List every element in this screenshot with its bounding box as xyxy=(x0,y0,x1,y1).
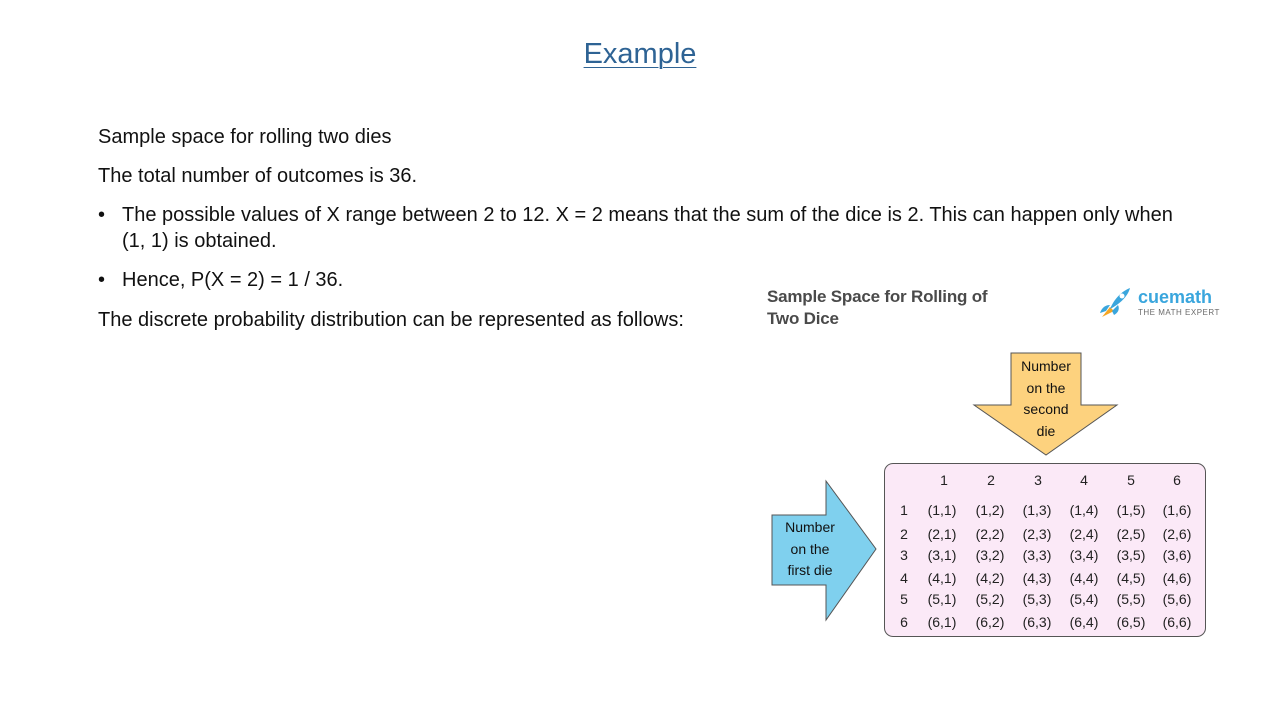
second-die-label xyxy=(1004,356,1088,442)
bullet-dot: • xyxy=(98,269,106,291)
grid-cell: (4,2) xyxy=(975,570,1005,586)
grid-cell: (6,2) xyxy=(975,614,1005,630)
grid-cell: (5,2) xyxy=(975,591,1005,607)
first-die-label-line: Number xyxy=(785,519,835,535)
row-header: 4 xyxy=(900,570,908,586)
figure-title-line2: Two Dice xyxy=(767,309,839,328)
grid-cell: (1,2) xyxy=(975,502,1005,518)
second-die-label-line: second xyxy=(1023,401,1069,417)
grid-cell: (3,4) xyxy=(1069,547,1099,563)
column-header: 1 xyxy=(940,472,948,488)
first-die-label xyxy=(770,517,850,582)
second-die-label-line: die xyxy=(1036,422,1056,439)
second-die-label-line: Number xyxy=(1021,358,1071,374)
second-die-label-line: on the xyxy=(1026,379,1066,396)
bullet-probability-text: Hence, P(X = 2) = 1 / 36. xyxy=(122,269,344,291)
grid-cell: (6,5) xyxy=(1116,614,1146,630)
row-header: 5 xyxy=(900,591,908,607)
grid-cell: (2,5) xyxy=(1116,526,1146,542)
grid-cell: (3,5) xyxy=(1116,547,1146,563)
figure-title-line1: Sample Space for Rolling of xyxy=(767,287,988,306)
slide-title-text: Example xyxy=(583,38,697,70)
grid-cell: (4,4) xyxy=(1069,570,1099,586)
column-header: 4 xyxy=(1080,472,1088,488)
grid-cell: (6,4) xyxy=(1069,614,1099,630)
sample-space-grid xyxy=(884,463,1206,637)
grid-cell: (5,5) xyxy=(1116,591,1146,607)
grid-cell: (4,1) xyxy=(927,570,957,586)
grid-cell: (6,6) xyxy=(1162,614,1192,630)
grid-cell: (6,3) xyxy=(1022,614,1052,630)
grid-cell: (2,6) xyxy=(1162,526,1192,542)
grid-cell: (5,6) xyxy=(1162,591,1192,607)
grid-cell: (5,3) xyxy=(1022,591,1052,607)
grid-cell: (1,5) xyxy=(1116,502,1146,518)
grid-cell: (1,3) xyxy=(1022,502,1052,518)
grid-cell: (6,1) xyxy=(927,614,957,630)
row-header: 2 xyxy=(900,526,908,542)
grid-cell: (4,6) xyxy=(1162,570,1192,586)
bullet-range-text: The possible values of X range between 2 to 12. X = 2 means that the sum of the dice is 2. This can happen only when (1, 1) is obtained. xyxy=(122,204,1173,252)
logo-tagline: THE MATH EXPERT xyxy=(1138,308,1220,317)
row-header: 6 xyxy=(900,614,908,630)
grid-cell: (3,3) xyxy=(1022,547,1052,563)
total-outcomes-line: The total number of outcomes is 36. xyxy=(98,165,418,187)
first-die-label-line: on the xyxy=(790,540,830,557)
row-header: 1 xyxy=(900,502,908,518)
distribution-line: The discrete probability distribution can be represented as follows: xyxy=(98,309,684,331)
column-header: 3 xyxy=(1034,472,1042,488)
grid-cell: (2,3) xyxy=(1022,526,1052,542)
grid-cell: (2,1) xyxy=(927,526,957,542)
first-die-label-line: first die xyxy=(787,562,833,578)
sample-space-line: Sample space for rolling two dies xyxy=(98,126,392,148)
grid-cell: (3,2) xyxy=(975,547,1005,563)
column-header: 5 xyxy=(1127,472,1135,488)
grid-cell: (2,4) xyxy=(1069,526,1099,542)
grid-cell: (5,4) xyxy=(1069,591,1099,607)
grid-cell: (3,1) xyxy=(927,547,957,563)
column-header: 6 xyxy=(1173,472,1181,488)
grid-cell: (3,6) xyxy=(1162,547,1192,563)
logo-brand: cuemath xyxy=(1138,287,1213,307)
grid-cell: (5,1) xyxy=(927,591,957,607)
grid-cell: (4,3) xyxy=(1022,570,1052,586)
bullet-dot: • xyxy=(98,204,106,226)
grid-cell: (1,4) xyxy=(1069,502,1099,518)
column-header: 2 xyxy=(987,472,995,488)
grid-cell: (4,5) xyxy=(1116,570,1146,586)
row-header: 3 xyxy=(900,547,908,563)
grid-cell: (1,6) xyxy=(1162,502,1192,518)
grid-cell: (1,1) xyxy=(927,502,957,518)
grid-cell: (2,2) xyxy=(975,526,1005,542)
